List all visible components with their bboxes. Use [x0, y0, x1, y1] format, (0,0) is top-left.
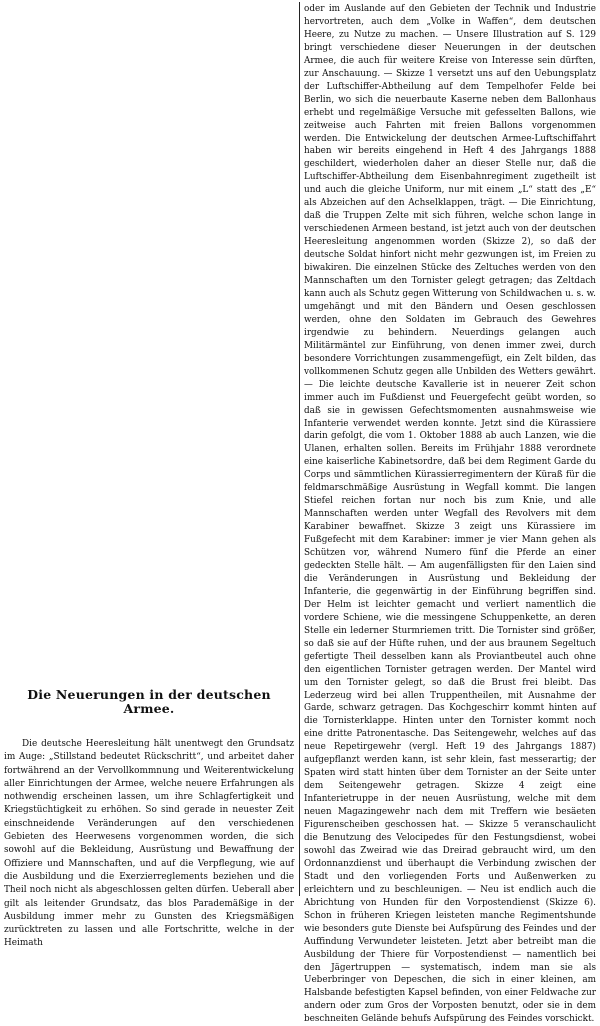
left-column: [4, 688, 294, 951]
article-continuation-paragraph: oder im Auslande auf den Gebieten der Technik und Industrie hervortreten, auch dem „Volke in Waffen“, dem deutschen Heere, zu Nutze zu machen. — Unsere Illustration auf S. 129 bringt verschiedene dieser Neuerungen in der deutschen Armee, die auch für weitere Kreise von Interesse sein dürften, zur Anschauung. — Skizze 1 versetzt uns auf den Uebungsplatz der Luftschiffer-Abtheilung auf dem Tempelhofer Felde bei Berlin, wo sich die neuerbaute Kaserne neben dem Ballonhaus erhebt und regelmäßige Versuche mit gefesselten Ballons, wie zeitweise auch Fahrten mit freien Ballons vorgenommen werden. Die Entwickelung der deutschen Armee-Luftschiffahrt haben wir bereits eingehend in Heft 4 des Jahrgangs 1888 geschildert, wiederholen daher an dieser Stelle nur, daß die Luftschiffer-Abtheilung dem Eisenbahnregiment zugetheilt ist und auch die gleiche Uniform, nur mit einem „L“ statt des „E“ als Abzeichen auf den Achselklappen, trägt. — Die Einrichtung, daß die Truppen Zelte mit sich führen, welche schon lange in verschiedenen Armeen bestand, ist jetzt auch von der deutschen Heeresleitung angenommen worden (Skizze 2), so daß der deutsche Soldat hinfort nicht mehr gezwungen ist, im Freien zu biwakiren. Die einzelnen Stücke des Zeltuches werden von den Mannschaften um den Tornister gelegt getragen; das Zeltdach kann auch als Schutz gegen Witterung von Schildwachen u. s. w. umgehängt und mit den Bändern und Oesen geschlossen werden, ohne den Soldaten im Gebrauch des Gewehres irgendwie zu behindern. Neuerdings gelangen auch Militärmäntel zur Einführung, von denen immer zwei, durch besondere Vorrichtungen zusammengefügt, ein Zelt bilden, das vollkommenen Schutz gegen alle Unbilden des Wetters gewährt. — Die leichte deutsche Kavallerie ist in neuerer Zeit schon immer auch im Fußdienst und Feuergefecht geübt worden, so daß sie in gewissen Gefechtsmomenten ausnahmsweise wie Infanterie verwendet werden konnte. Jetzt sind die Kürassiere darin gefolgt, die vom 1. Oktober 1888 ab auch Lanzen, wie die Ulanen, erhalten sollen. Bereits im Frühjahr 1888 verordnete eine kaiserliche Kabinetsordre, daß bei dem Regiment Garde du Corps und sämmtlichen Kürassierregimentern der Küraß für die feldmarschmäßige Ausrüstung in Wegfall kommt. Die langen Stiefel reichen fortan nur noch bis zum Knie, und alle Mannschaften werden unter Wegfall des Revolvers mit dem Karabiner bewaffnet. Skizze 3 zeigt uns Kürassiere im Fußgefecht mit dem Karabiner: immer je vier Mann gehen als Schützen vor, während Numero fünf die Pferde an einer gedeckten Stelle hält. — Am augenfälligsten für den Laien sind die Veränderungen in Ausrüstung und Bekleidung der Infanterie, die gegenwärtig in der Einführung begriffen sind. Der Helm ist leichter gemacht und verliert namentlich die vordere Schiene, wie die messingene Schuppenkette, an deren Stelle ein lederner Sturmriemen tritt. Die Tornister sind größer, so daß sie auf der Hüfte ruhen, und der aus braunem Segeltuch gefertigte Theil desselben kann als Proviantbeutel auch ohne den eigentlichen Tornister getragen werden. Der Mantel wird um den Tornister gelegt, so daß die Brust frei bleibt. Das Lederzeug wird bei allen Truppentheilen, mit Ausnahme der Garde, schwarz getragen. Das Kochgeschirr kommt hinten auf die Tornisterklappe. Hinten unter den Tornister kommt noch eine dritte Patronentasche. Das Seitengewehr, welches auf das neue Repetirgewehr (vergl. Heft 19 des Jahrgangs 1887) aufgepflanzt werden kann, ist sehr klein, fast messerartig; der Spaten wird statt hinten über dem Tornister an der Seite unter dem Seitengewehr getragen. Skizze 4 zeigt eine Infanterietruppe in der neuen Ausrüstung, welche mit dem neuen Magazingewehr nach dem mit Treffern wie besäeten Figurenscheiben geschossen hat. — Skizze 5 veranschaulicht die Benutzung des Velocipedes für den Festungsdienst, wobei sowohl das Zweirad wie das Dreirad gebraucht wird, um den Ordonnanzdienst und überhaupt die Verbindung zwischen der Stadt und den vorliegenden Forts und Außenwerken zu erleichtern und zu beschleunigen. — Neu ist endlich auch die Abrichtung von Hunden für den Vorpostendienst (Skizze 6). Schon in früheren Kriegen leisteten manche Regimentshunde wie besonders gute Dienste bei Aufspürung des Feindes und der Auffindung Verwundeter leisteten. Jetzt aber betreibt man die Ausbildung der Thiere für Vorpostendienst — namentlich bei den Jägertruppen — systematisch, indem man sie als Ueberbringer von Depeschen, die sich in einer kleinen, am Halsbande befestigten Kapsel befinden, von einer Feldwache zur andern oder zum Gros der Vorposten benutzt, oder sie in dem beschneiten Gelände behufs Aufspürung des Feindes vorschickt.: [304, 4, 596, 1025]
right-column: [304, 3, 596, 1026]
column-divider: [299, 2, 300, 896]
article-title: Die Neuerungen in der deutschen Armee.: [27, 687, 271, 716]
article-opening-paragraph: Die deutsche Heeresleitung hält unentwegt den Grundsatz im Auge: „Stillstand bedeutet Rückschritt“, und arbeitet daher fortwährend an der Vervollkommnung und Weiterentwickelung aller Einrichtungen der Armee, welche neuere Erfahrungen als nothwendig erscheinen lassen, um ihre Schlagfertigkeit und Kriegstüchtigkeit zu erhöhen. So sind gerade in neuester Zeit einschneidende Veränderungen auf den verschiedenen Gebieten des Heerwesens vorgenommen worden, die sich sowohl auf die Bekleidung, Ausrüstung und Bewaffnung der Offiziere und Mannschaften, und auf die Verpflegung, wie auf die Ausbildung und die Exerzierreglements beziehen und die Theil noch nicht als abgeschlossen gelten dürfen. Ueberall aber gilt als leitender Grundsatz, das blos Parademäßige in der Ausbildung immer mehr zu Gunsten des Kriegsmäßigen zurücktreten zu lassen und alle Fortschritte, welche in der Heimath: [4, 739, 294, 949]
